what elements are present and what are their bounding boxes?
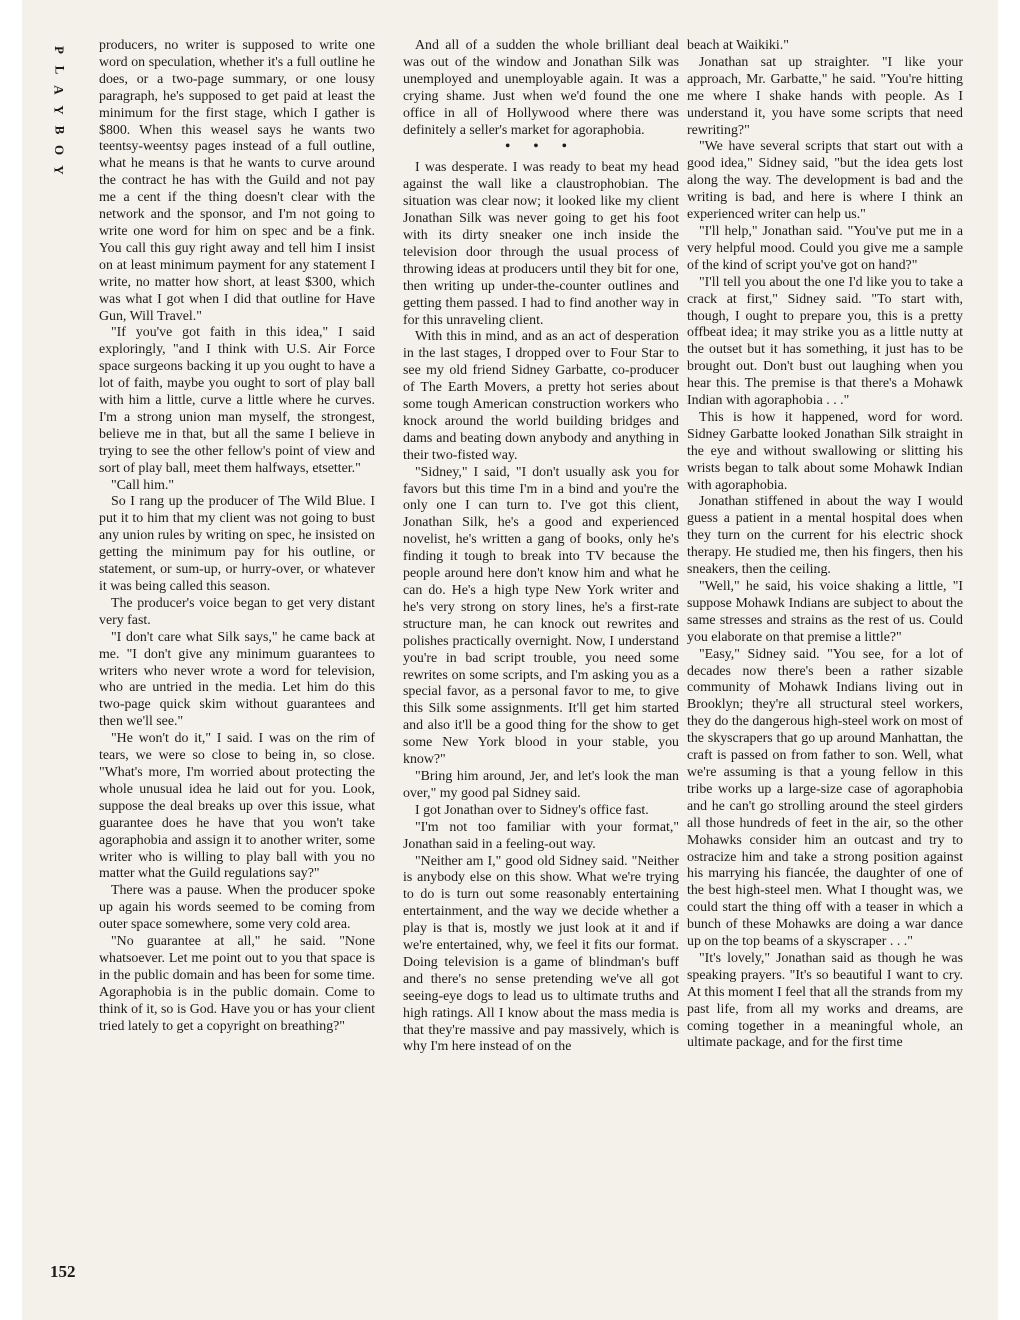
paragraph: "Sidney," I said, "I don't usually ask you for favors but this time I'm in a bind and you're the only one I can turn to. I've got this client, Jonathan Silk, he's a good and experienced novelist, he's written a gang of books, only he's finding it tough to break into TV because the people around here don't know him and what he can do. He's a high type New York writer and he's very strong on story lines, he's a first-rate structure man, he can knock out rewrites and polishes practically overnight. Now, I understand you're in bad script trouble, you need some rewrites on some scripts, and I'm asking you as a special favor, as a personal favor to me, to give this Silk some assignments. It'll get him started and also it'll be a good thing for the show to get some New York blood in your stable, you know?" (403, 464, 679, 768)
section-break: • • • (505, 139, 577, 155)
magazine-page (22, 0, 998, 1320)
paragraph: "It's lovely," Jonathan said as though he was speaking prayers. "It's so beautiful I want to cry. At this moment I feel that all the strands from my past life, from all my works and dreams, are coming together in a meaningful whole, an ultimate package, and for the first time (687, 950, 963, 1051)
masthead-letter: P (51, 46, 67, 54)
masthead-letter: B (51, 125, 67, 135)
paragraph: "I'll tell you about the one I'd like you to take a crack at first," Sidney said. "To start with, though, I ought to prepare you, this is a pretty offbeat idea; it may strike you as a little nutty at the outset but it has something, it just has to be brought out. Don't bust out laughing when you hear this. The premise is that there's a Mohawk Indian with agoraphobia . . ." (687, 274, 963, 409)
masthead-letter: L (51, 65, 67, 75)
paragraph: "Well," he said, his voice shaking a little, "I suppose Mohawk Indians are subject to about the same stresses and strains as the rest of us. Could you elaborate on that premise a little?" (687, 579, 963, 645)
masthead-letter: Y (51, 165, 67, 175)
text-column-2 (403, 38, 679, 1056)
page-number: 152 (50, 1262, 76, 1281)
playboy-masthead (48, 40, 70, 180)
paragraph: "Easy," Sidney said. "You see, for a lot of decades now there's been a rather sizable community of Mohawk Indians living out in Brooklyn; they're all structural steel workers, they do the dangerous high-steel work on most of the skyscrapers that go up around Manhattan, the craft is passed on from father to son. Well, what we're assuming is that a young fellow in this tribe works up a large-size case of agoraphobia and he can't go strolling around the steel girders all those hundreds of feet in the air, so the other Mohawks consider him an outcast and try to ostracize him and take a strong position against his marrying his fiancée, the daughter of one of the best high-steel men. What I thought was, we could start the thing off with a teaser in which a bunch of these Mohawks are doing a war dance up on the top beams of a skyscraper . . ." (687, 646, 963, 950)
paragraph: "Call him." (111, 477, 175, 493)
paragraph: "No guarantee at all," he said. "None whatsoever. Let me point out to you that space is in the public domain and has been for some time. Agoraphobia is in the public domain. Come to think of it, so is God. Have you or has your client tried lately to get a copyright on breathing?" (99, 934, 375, 1034)
paragraph: I was desperate. I was ready to beat my head against the wall like a claustrophobian. The situation was clear now; it looked like my client Jonathan Silk was never going to get his foot with its dirty sneaker one inch inside the television door through the usual process of throwing ideas at producers until they bit for one, then writing up under-the-counter outlines and getting them passed. I had to find another way in for this unraveling client. (403, 160, 679, 328)
paragraph: I got Jonathan over to Sidney's office fast. (415, 802, 649, 818)
paragraph: "I don't care what Silk says," he came back at me. "I don't give any minimum guarantees to writers who never wrote a word for television, who are untried in the media. Let him do this two-page quick skim without guarantees and then we'll see." (99, 629, 375, 730)
masthead-letter: O (52, 144, 67, 156)
paragraph: And all of a sudden the whole brilliant deal was out of the window and Jonathan Silk was unemployed and unemployable again. It was a crying shame. Just when we'd found the one office in all of Hollywood where there was definitely a seller's market for agoraphobia. (403, 38, 679, 138)
masthead-letter: A (51, 85, 67, 95)
paragraph: So I rang up the producer of The Wild Blue. I put it to him that my client was not going to bust any union rules by writing on spec, he insisted on getting the minimum pay for his outline, or statement, or sum-up, or hurry-over, or whatever it was being called this season. (99, 494, 375, 594)
paragraph: Jonathan stiffened in about the way I would guess a patient in a mental hospital does when they turn on the current for his electric shock therapy. He studied me, then his fingers, then his sneakers, then the ceiling. (687, 494, 963, 578)
masthead-letter: Y (51, 105, 67, 115)
paragraph: "Bring him around, Jer, and let's look the man over," my good pal Sidney said. (403, 768, 679, 801)
paragraph: "I'm not too familiar with your format," Jonathan said in a feeling-out way. (403, 819, 679, 852)
text-column-3 (687, 38, 963, 1052)
paragraph: Jonathan sat up straighter. "I like your approach, Mr. Garbatte," he said. "You're hitting me where I shake hands with people. As I understand it, you have some scripts that need rewriting?" (687, 54, 963, 138)
paragraph: With this in mind, and as an act of desperation in the last stages, I dropped over to Four Star to see my old friend Sidney Garbatte, co-producer of The Earth Movers, a pretty hot series about some tough American construction workers who knock around the world building bridges and dams and beating down anybody and anything in their two-fisted way. (403, 329, 679, 463)
paragraph: "I'll help," Jonathan said. "You've put me in a very helpful mood. Could you give me a sample of the kind of script you've got on hand?" (687, 223, 963, 273)
paragraph: The producer's voice began to get very distant very fast. (99, 595, 375, 628)
paragraph: "Neither am I," good old Sidney said. "Neither is anybody else on this show. What we're trying to do is turn out some reasonably entertaining entertainment, and the way we decide whether a play is that is, mostly we just look at it and if we're entertained, why, we feel it fits our format. Doing television is a game of blindman's buff and there's no sense pretending we've all got seeing-eye dogs to lead us to ultimate truths and high ratings. All I know about the mass media is that they're massive and pay massively, which is why I'm here instead of on the (403, 853, 679, 1055)
paragraph: producers, no writer is supposed to write one word on speculation, whether it's a full outline he does, or a two-page summary, or one lousy paragraph, he's supposed to get paid at least the minimum for the first stage, which I gather is $800. When this weasel says he wants two teentsy-weentsy pages instead of a full outline, what he means is that he wants to curve around the contract he has with the Guild and not pay me a cent if the thing doesn't clear with the network and the sponsor, and I'm not going to write one word for him on spec and be a fink. You call this guy right away and tell him I insist on at least minimum payment for any statement I write, no matter how short, at least $300, which was what I got when I did that outline for Have Gun, Will Travel." (99, 38, 375, 324)
text-column-1 (99, 38, 375, 1035)
paragraph: This is how it happened, word for word. Sidney Garbatte looked Jonathan Silk straight in the eye and without swallowing or slitting his wrists began to talk about some Mohawk Indian with agoraphobia. (687, 409, 963, 493)
paragraph: beach at Waikiki." (687, 38, 789, 53)
paragraph: "We have several scripts that start out with a good idea," Sidney said, "but the idea gets lost along the way. The development is bad and the writing is bad, and here is where I think an experienced writer can help us." (687, 139, 963, 223)
paragraph: "If you've got faith in this idea," I said exploringly, "and I think with U.S. Air Force space surgeons backing it up you ought to have a lot of faith, maybe you ought to sort of play ball with him a little, curve a little where he curves. I'm a strong union man myself, the strongest, believe me in that, but all the same I believe in trying to see the other fellow's point of view and sort of play ball, meet them halfways, etsetter." (99, 325, 375, 476)
paragraph: There was a pause. When the producer spoke up again his words seemed to be coming from outer space somewhere, some very cold area. (99, 883, 375, 933)
paragraph: "He won't do it," I said. I was on the rim of tears, we were so close to being in, so close. "What's more, I'm worried about protecting the whole unusual idea he laid out for you. Look, suppose the deal breaks up over this issue, what guarantee does he have that you won't take agoraphobia and assign it to another writer, some writer who is willing to play ball with you no matter what the Guild regulations say?" (99, 731, 375, 882)
